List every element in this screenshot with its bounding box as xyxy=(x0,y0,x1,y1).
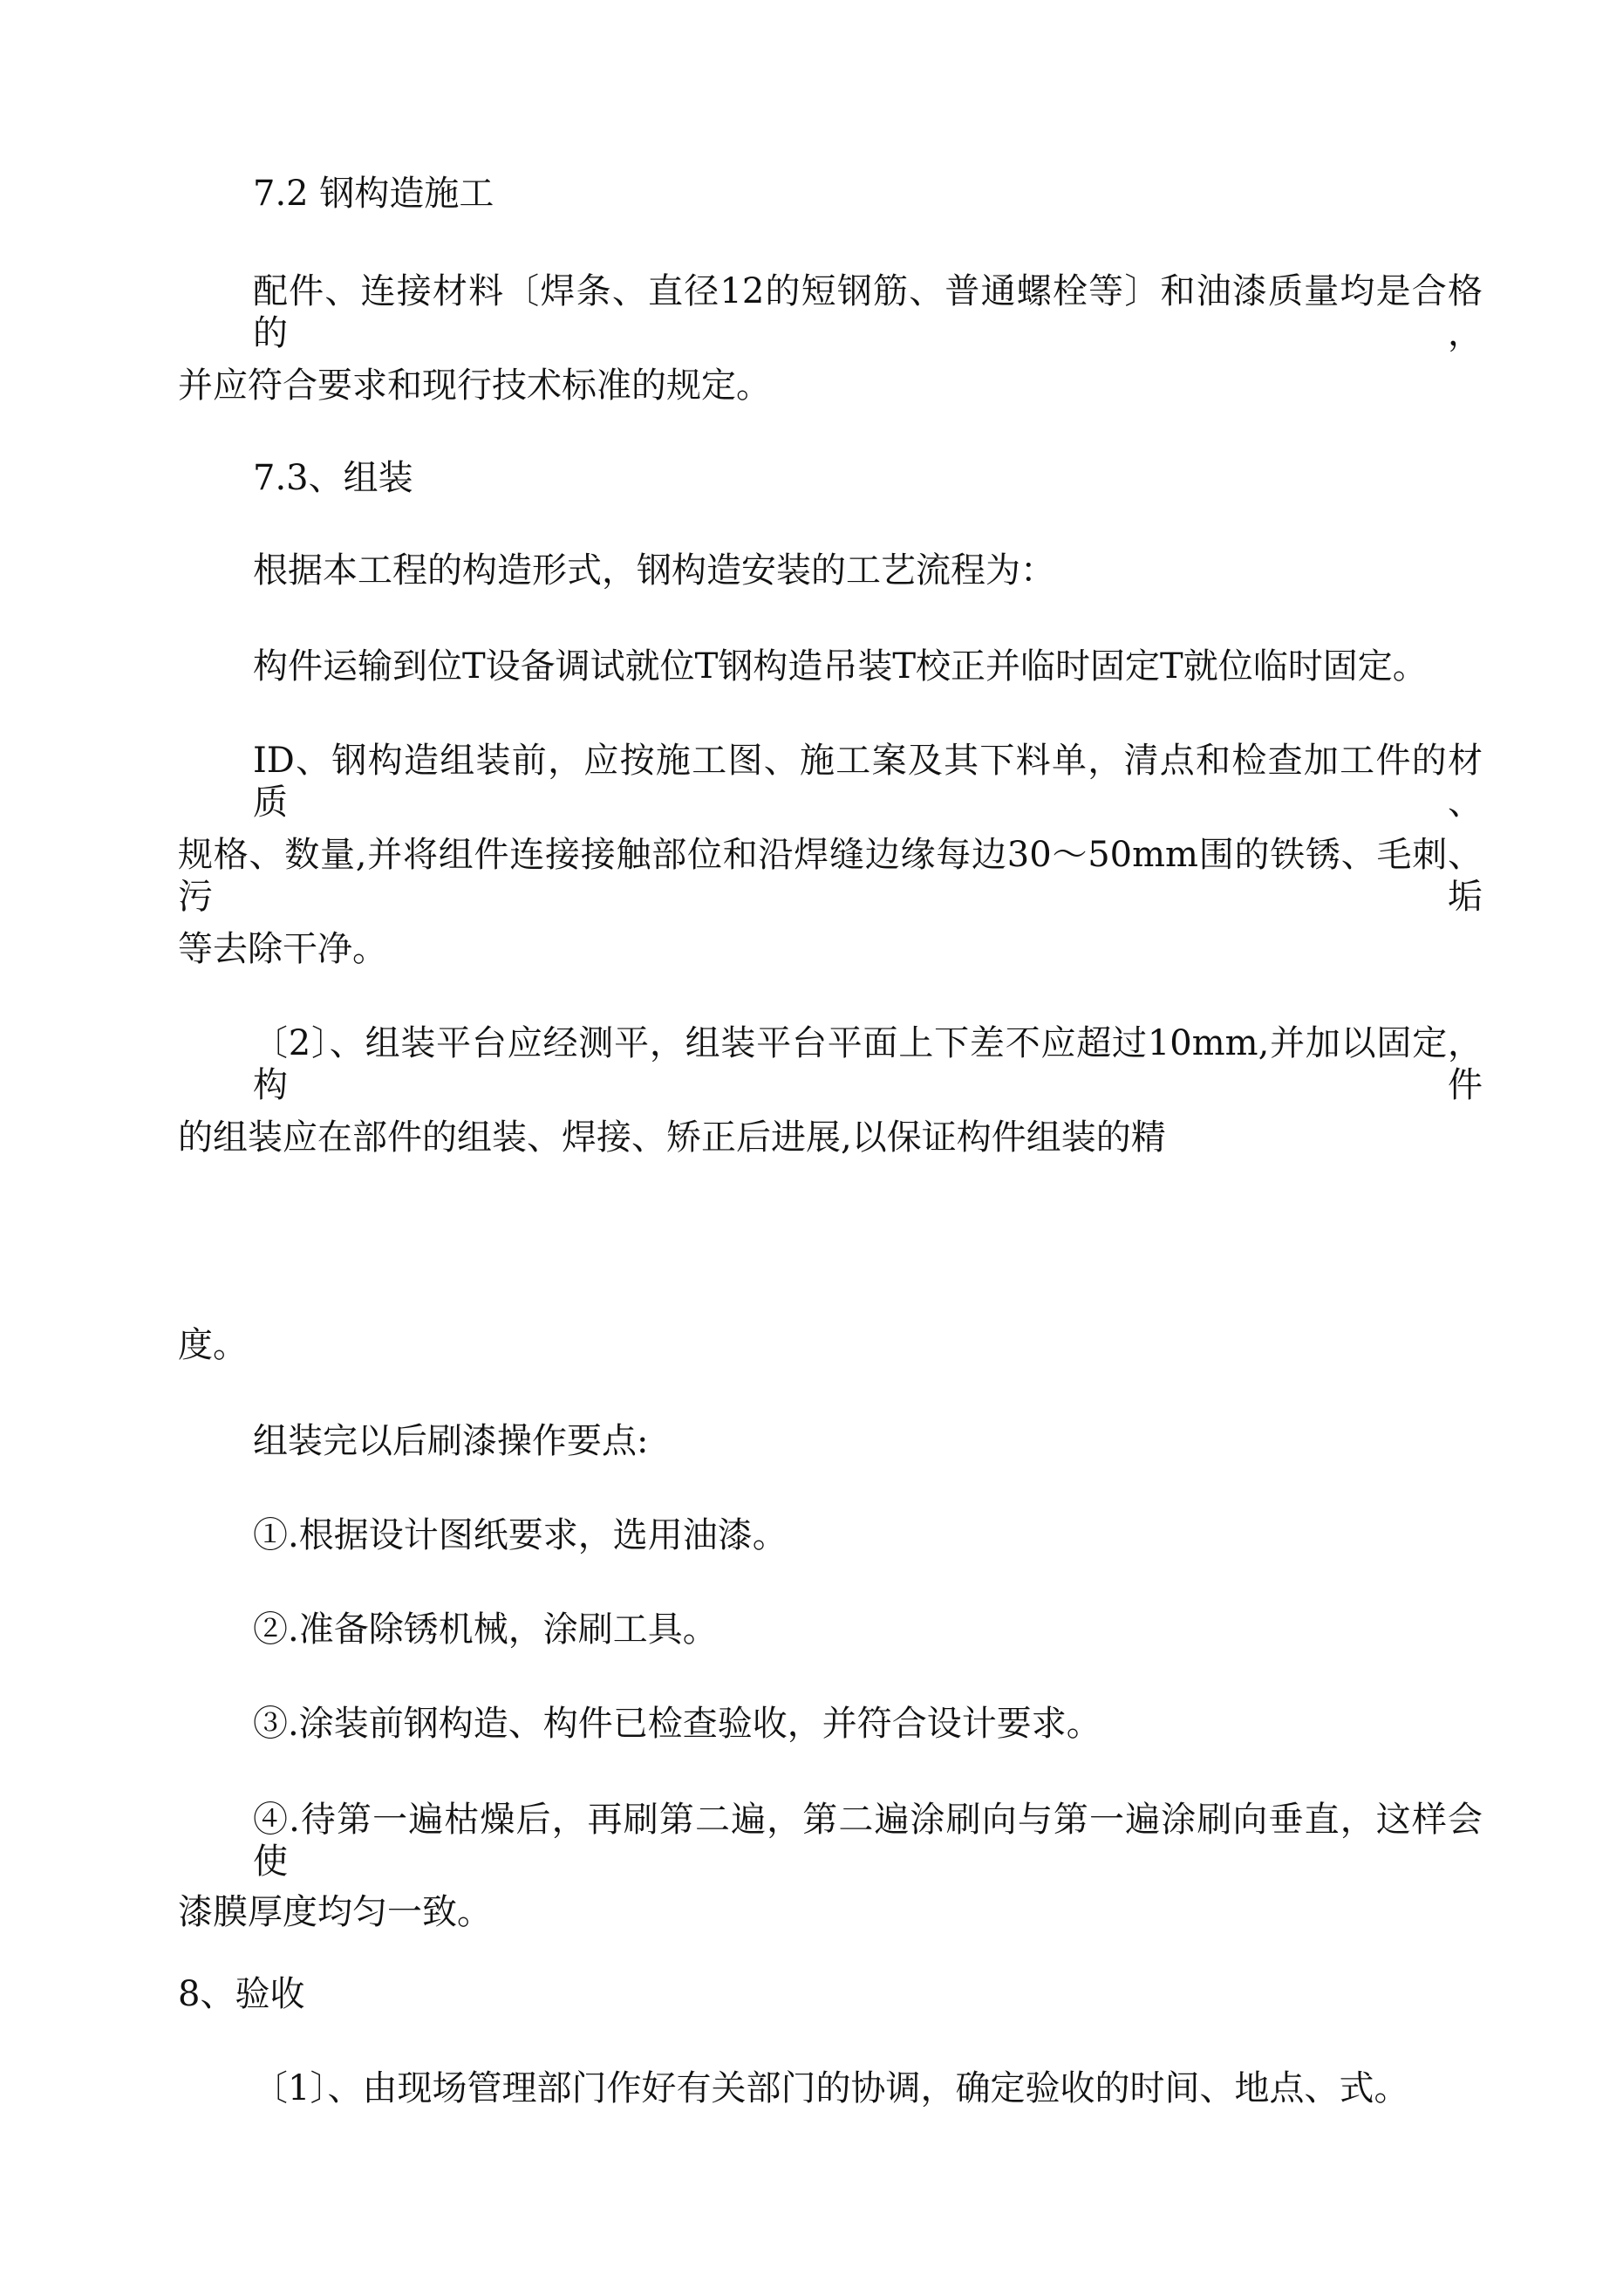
paragraph-line: 组装完以后刷漆操作要点: xyxy=(253,1421,649,1461)
list-item: ④.待第一遍枯燥后，再刷第二遍，第二遍涂刷向与第一遍涂刷向垂直，这样会使 xyxy=(253,1800,1483,1882)
paragraph-line: 漆膜厚度均匀一致。 xyxy=(178,1892,492,1932)
paragraph-line: 配件、连接材料〔焊条、直径12的短钢筋、普通螺栓等〕和油漆质量均是合格的， xyxy=(253,271,1483,353)
list-item: ③.涂装前钢构造、构件已检查验收，并符合设计要求。 xyxy=(253,1704,1101,1744)
paragraph-line: 〔2〕、组装平台应经测平，组装平台平面上下差不应超过10mm,并加以固定，构件 xyxy=(253,1023,1483,1105)
list-item: ②.准备除锈机械，涂刷工具。 xyxy=(253,1609,718,1650)
paragraph-line: ID、钢构造组装前，应按施工图、施工案及其下料单，清点和检查加工件的材质、 xyxy=(253,741,1483,823)
paragraph-line: 并应符合要求和现行技术标准的规定。 xyxy=(178,366,771,406)
paragraph-line: 规格、数量,并将组件连接接触部位和沿焊缝边缘每边30〜50mm围的铁锈、毛刺、污垢 xyxy=(178,835,1483,917)
paragraph-line: 〔1〕、由现场管理部门作好有关部门的协调，确定验收的时间、地点、式。 xyxy=(253,2068,1409,2108)
paragraph-line: 度。 xyxy=(178,1325,248,1365)
paragraph-line: 构件运输到位T设备调试就位T钢构造吊装T校正并临时固定T就位临时固定。 xyxy=(253,646,1428,687)
list-item: ①.根据设计图纸要求，选用油漆。 xyxy=(253,1515,788,1555)
paragraph-line: 根据本工程的构造形式，钢构造安装的工艺流程为： xyxy=(253,550,1055,591)
section-heading-8: 8、验收 xyxy=(178,1974,305,2014)
section-heading-7-3: 7.3、组装 xyxy=(253,458,413,498)
paragraph-line: 的组装应在部件的组装、焊接、矫正后进展,以保证构件组装的精 xyxy=(178,1117,1166,1158)
paragraph-line: 等去除干净。 xyxy=(178,929,387,969)
section-heading-7-2: 7.2 钢构造施工 xyxy=(253,174,494,214)
